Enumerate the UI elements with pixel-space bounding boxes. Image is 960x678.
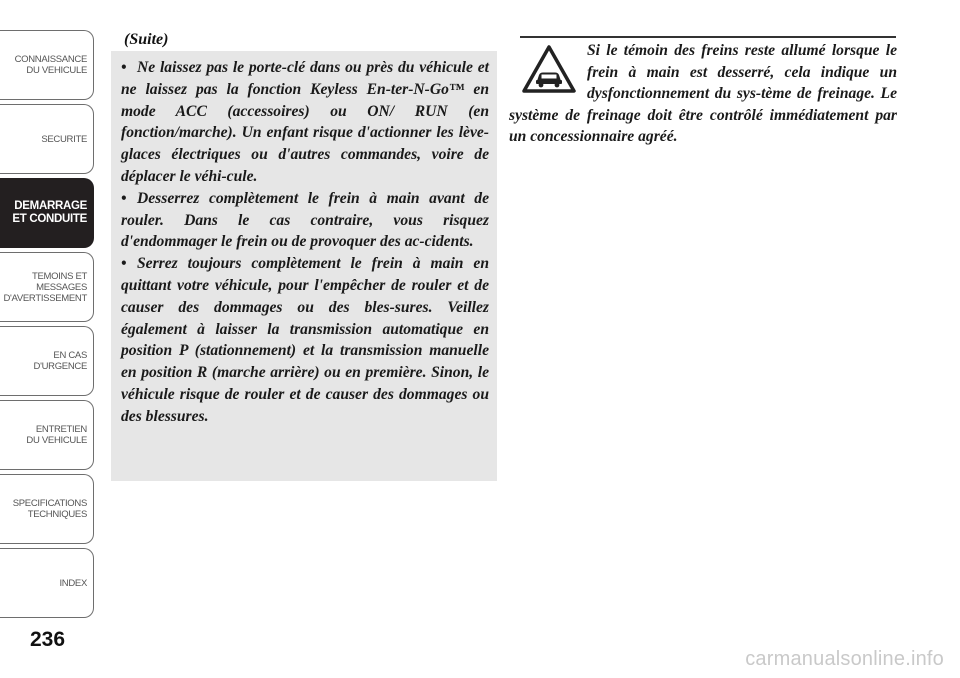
- warning-top-rule: [520, 36, 896, 38]
- bullet-icon: •: [121, 59, 127, 76]
- tab-connaissance-du-vehicule[interactable]: CONNAISSANCE DU VEHICULE: [0, 30, 94, 100]
- bullet-icon: •: [121, 189, 127, 207]
- watermark: carmanualsonline.info: [745, 648, 944, 670]
- tab-temoins-et-messages[interactable]: TEMOINS ET MESSAGES D'AVERTISSEMENT: [0, 252, 94, 322]
- continued-label: (Suite): [124, 31, 169, 48]
- tab-securite[interactable]: SECURITE: [0, 104, 94, 174]
- page-number: 236: [30, 628, 66, 651]
- tab-index[interactable]: INDEX: [0, 548, 94, 618]
- bullet-icon: •: [121, 255, 127, 273]
- warning-box-continued: [111, 51, 497, 481]
- bullet-item: • Desserrez complètement le frein à main avant de rouler. Dans le cas contraire, vous risquez d'endommager le frein ou de provoquer des ac-cidents.: [121, 189, 489, 251]
- bullet-item: • Ne laissez pas le porte-clé dans ou près du véhicule et ne laissez pas la fonction Keyless En-ter-N-Go™ en mode ACC (accessoires) ou ON/ RUN (en fonction/marche). Un enfant risque d'actionner les lève-glaces électriques ou d'autres commandes, voire de déplacer le véhi-cule.: [121, 59, 489, 185]
- bullet-item: • Serrez toujours complètement le frein à main en quittant votre véhicule, pour l'empêcher de rouler et de causer des dommages ou des bles-sures. Veillez également à laisser la transmission automatique en position P (stationnement) et la transmission manuelle en position R (marche arrière) ou en première. Sinon, le véhicule risque de rouler et de causer des dommages ou des blessures.: [121, 255, 489, 425]
- brake-warning-text: Si le témoin des freins reste allumé lorsque le frein à main est desserré, cela indique un dysfonctionnement du sys-tème de freinage. Le système de freinage doit être contrôlé immédiatement par un concessionnaire agréé.: [509, 42, 897, 146]
- tab-specifications-techniques[interactable]: SPECIFICATIONS TECHNIQUES: [0, 474, 94, 544]
- tab-demarrage-et-conduite[interactable]: DEMARRAGE ET CONDUITE: [0, 178, 94, 248]
- tab-en-cas-d-urgence[interactable]: EN CAS D'URGENCE: [0, 326, 94, 396]
- tab-entretien-du-vehicule[interactable]: ENTRETIEN DU VEHICULE: [0, 400, 94, 470]
